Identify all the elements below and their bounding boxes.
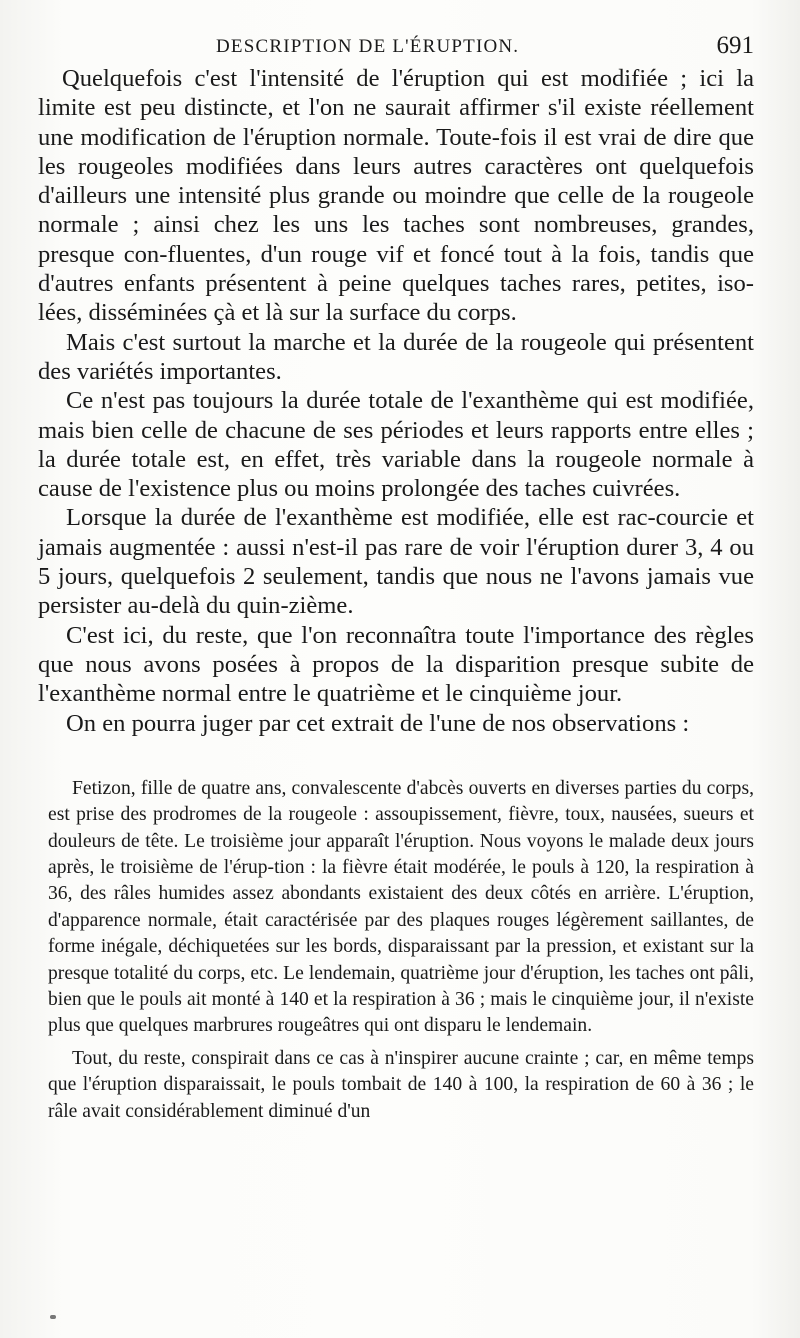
page-number: 691 [716, 32, 754, 59]
paragraph: C'est ici, du reste, que l'on reconnaîtra toute l'importance des règles que nous avons posées à propos de la disparition presque subite de l'exanthème normal entre le quatrième et le cinquième jour. [38, 621, 754, 708]
excerpt-paragraph: Tout, du reste, conspirait dans ce cas à n'inspirer aucune crainte ; car, en même temps que l'éruption disparaissait, le pouls tombait de 140 à 100, la respiration de 60 à 36 ; le râle avait considérablement diminué d'un [48, 1047, 754, 1122]
paragraph: Mais c'est surtout la marche et la durée de la rougeole qui présentent des variétés importantes. [38, 328, 754, 385]
running-title: DESCRIPTION DE L'ÉRUPTION. [216, 36, 520, 57]
paragraph: Lorsque la durée de l'exanthème est modifiée, elle est rac-courcie et jamais augmentée : aussi n'est-il pas rare de voir l'éruption durer 3, 4 ou 5 jours, quelquefois 2 seulement, tandis que nous ne l'avons jamais vue persister au-delà du quin-zième. [38, 504, 754, 620]
page-header [38, 28, 754, 64]
case-observation-excerpt [38, 776, 754, 1125]
excerpt-paragraph: Fetizon, fille de quatre ans, convalescente d'abcès ouverts en diverses parties du corps, est prise des prodromes de la rougeole : assoupissement, fièvre, toux, nausées, sueurs et douleurs de tête. Le troisième jour apparaît l'éruption. Nous voyons le malade deux jours après, le troisième de l'érup-tion : la fièvre était modérée, le pouls à 120, la respiration à 36, des râles humides assez abondants existaient des deux côtés en arrière. L'éruption, d'apparence normale, était caractérisée par des plaques rouges légèrement saillantes, de forme inégale, déchiquetées sur les bords, disparaissant par la pression, et existant sur la presque totalité du corps, etc. Le lendemain, quatrième jour d'éruption, les taches ont pâli, bien que le pouls ait monté à 140 et la respiration à 36 ; mais le cinquième jour, il n'existe plus que quelques marbrures rougeâtres qui ont disparu le lendemain. [48, 777, 754, 1037]
paragraph: Ce n'est pas toujours la durée totale de l'exanthème qui est modifiée, mais bien celle de chacune de ses périodes et leurs rapports entre elles ; la durée totale est, en effet, très variable dans la rougeole normale à cause de l'existence plus ou moins prolongée des taches cuivrées. [38, 387, 754, 503]
paragraph: On en pourra juger par cet extrait de l'une de nos observations : [66, 709, 690, 737]
main-text [38, 64, 754, 738]
ink-smudge [50, 1315, 56, 1319]
paragraph: Quelquefois c'est l'intensité de l'éruption qui est modifiée ; ici la limite est peu distincte, et l'on ne saurait affirmer s'il existe réellement une modification de l'éruption normale. Toute-fois il est vrai de dire que les rougeoles modifiées dans leurs autres caractères ont quelquefois d'ailleurs une intensité plus grande ou moindre que celle de la rougeole normale ; ainsi chez les uns les taches sont nombreuses, grandes, presque con-fluentes, d'un rouge vif et foncé tout à la fois, tandis que d'autres enfants présentent à peine quelques taches rares, petites, iso-lées, disséminées çà et là sur la surface du corps. [38, 65, 754, 327]
